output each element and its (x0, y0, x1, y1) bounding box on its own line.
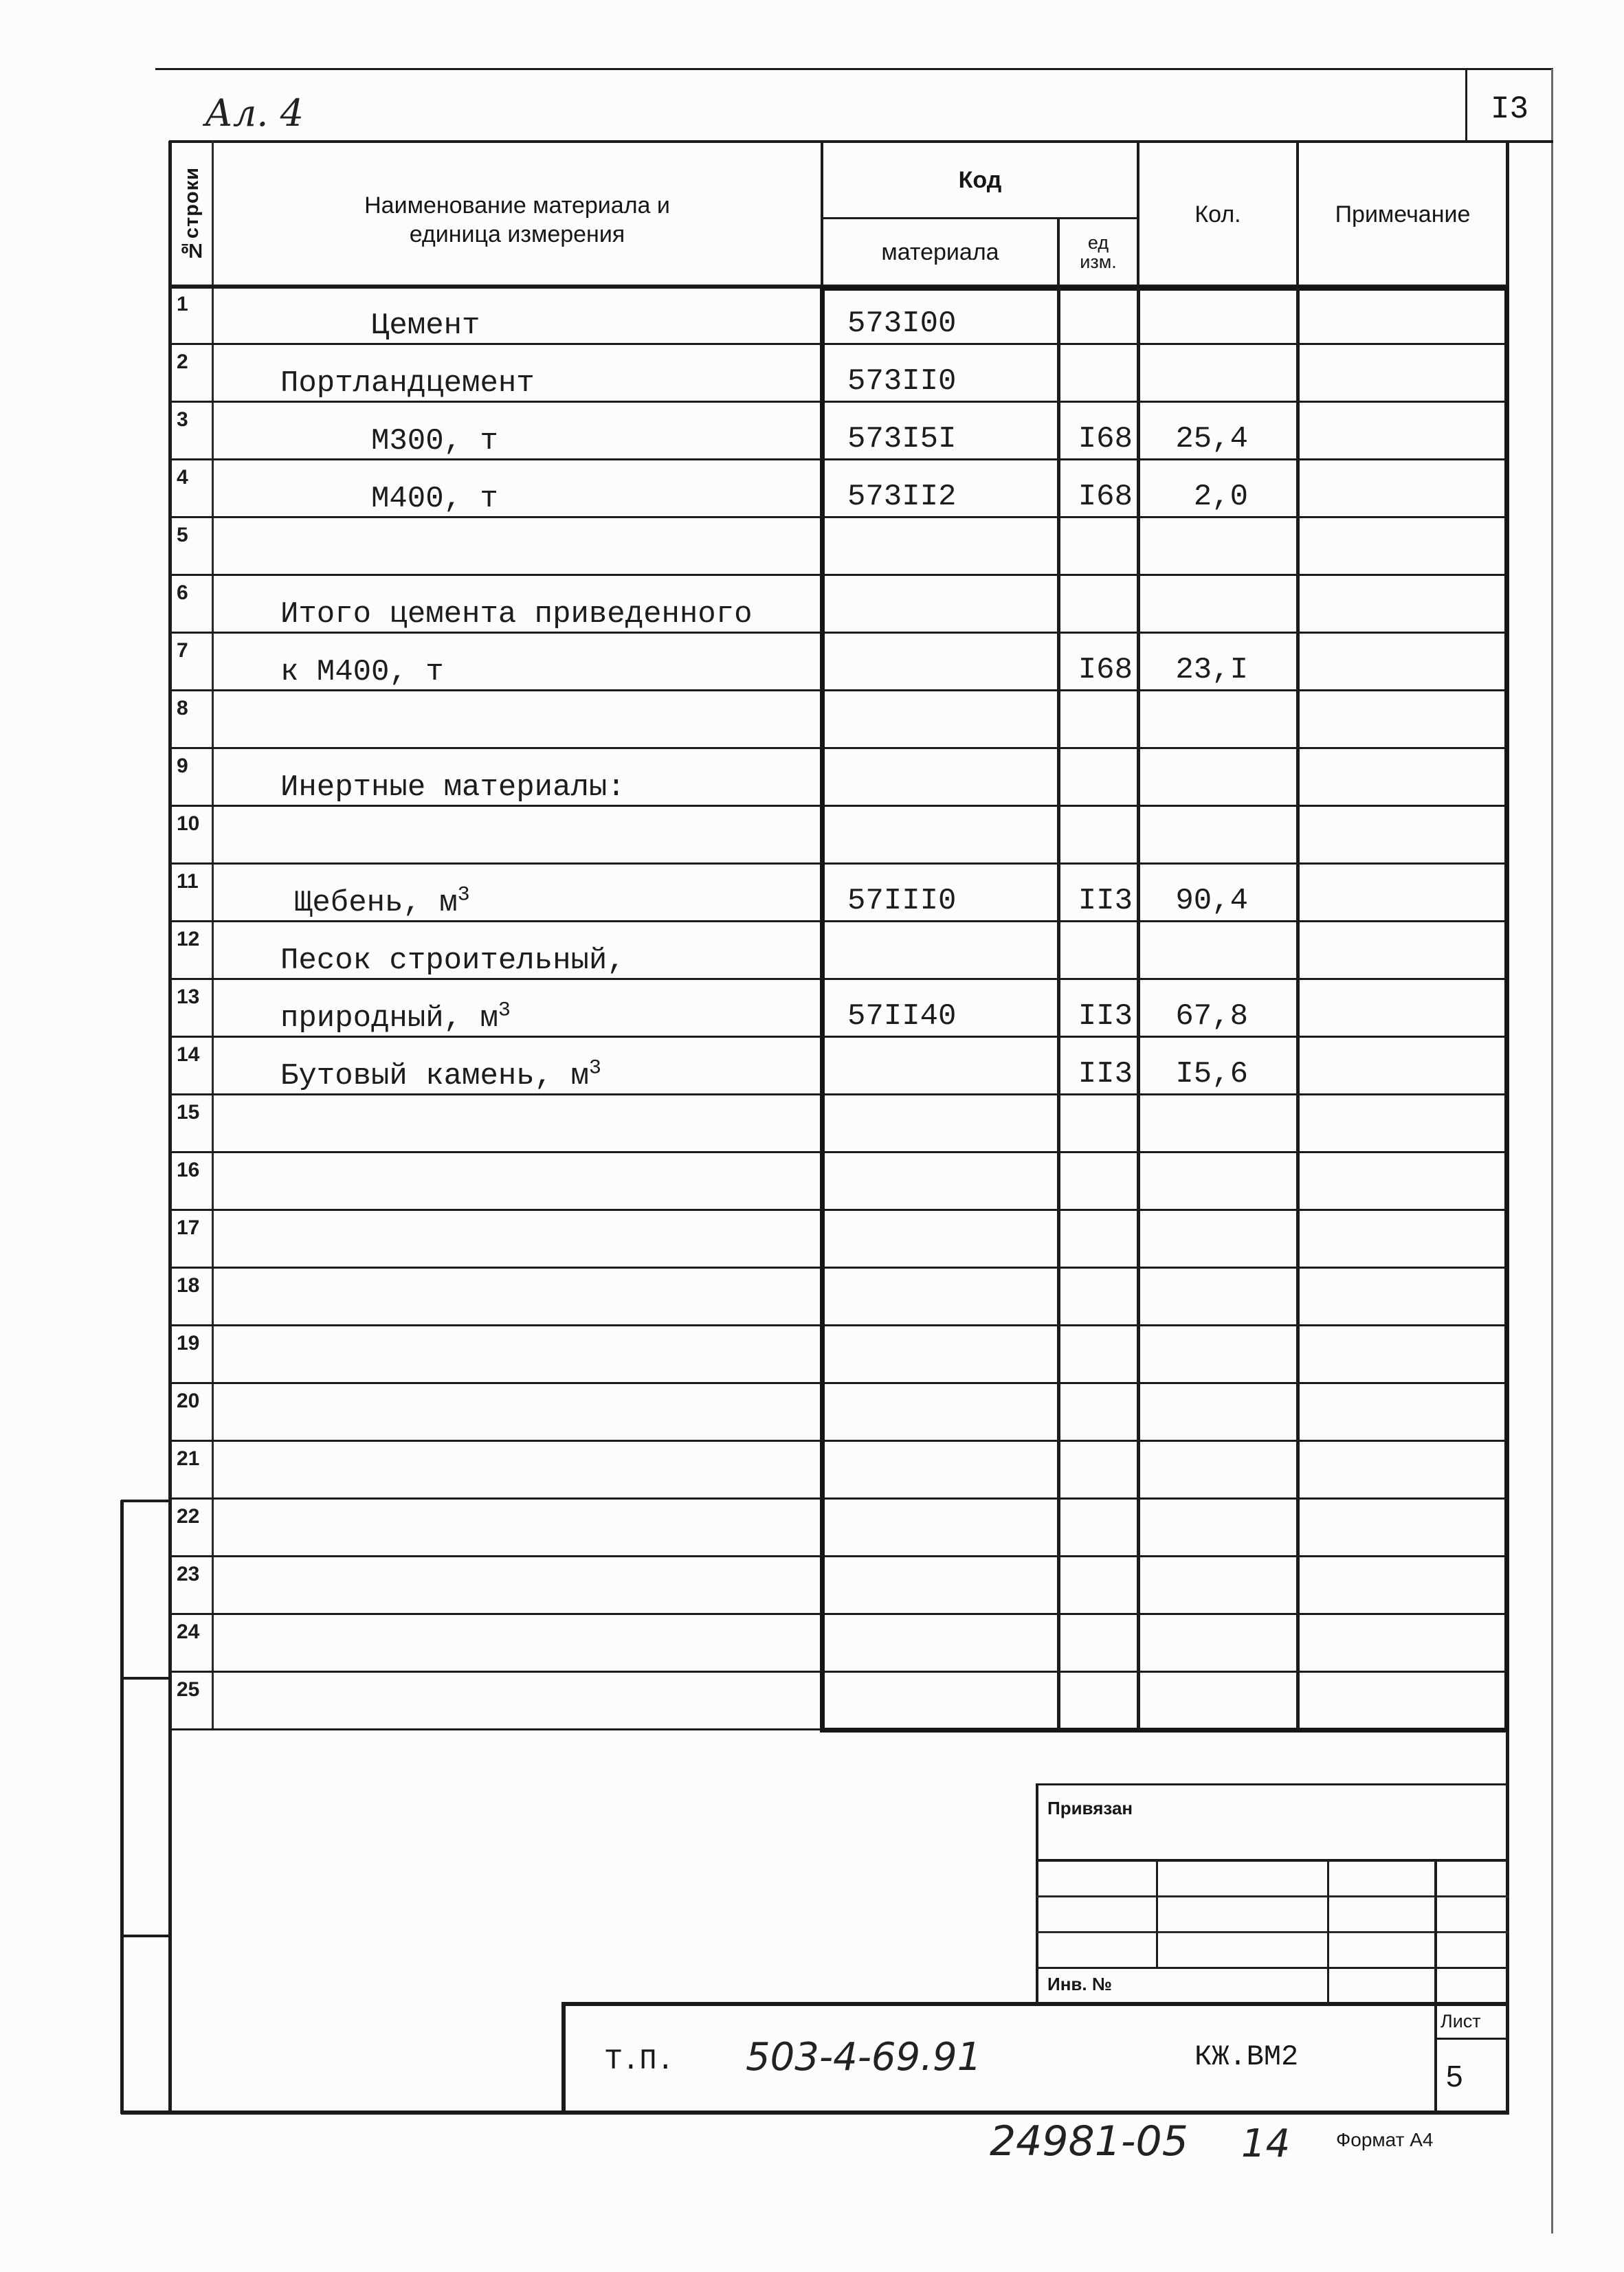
material-name-cell (212, 749, 822, 805)
stamp-top-line (561, 2002, 1509, 2006)
material-code: 573I5I (847, 422, 957, 456)
quantity: 23,I (1175, 653, 1248, 687)
row-number: 3 (177, 408, 188, 431)
row-number: 6 (177, 581, 188, 604)
binding-strip-divider-2 (121, 1935, 170, 1937)
row-number: 8 (177, 697, 188, 720)
row-number: 5 (177, 524, 188, 546)
material-name-cell (212, 1500, 822, 1555)
tied-grid-line-4 (1036, 1967, 1509, 1969)
material-name: Цемент (371, 309, 480, 343)
material-name: Щебень, м (294, 886, 458, 920)
material-name-cell (212, 403, 822, 458)
unit-superscript: 3 (588, 1056, 601, 1080)
header-code-material (823, 219, 1057, 285)
copy-number: 14 (1241, 2121, 1291, 2166)
material-name-cell (212, 1038, 822, 1093)
material-name-wrap (280, 1056, 601, 1093)
row-number: 13 (177, 985, 200, 1008)
row-number: 18 (177, 1274, 200, 1297)
material-name-cell (212, 1615, 822, 1671)
material-name: Бутовый камень, м (280, 1059, 589, 1093)
tied-grid-vertical-1 (1156, 1860, 1158, 1968)
header-material-name-line2: единица измерения (409, 221, 625, 247)
material-name-cell (212, 1326, 822, 1382)
unit-code: I68 (1078, 422, 1133, 456)
header-code-unit-line2: изм. (1080, 252, 1117, 272)
material-name-cell (212, 691, 822, 747)
tied-box-left-line (1036, 1783, 1038, 2005)
handwritten-sheet-note: Ал. 4 (205, 91, 304, 135)
row-number: 15 (177, 1101, 200, 1124)
standard-design-label: Т.П. (605, 2045, 674, 2078)
top-frame-line (155, 68, 1553, 70)
header-row-number (172, 143, 212, 286)
material-name: М400, т (371, 482, 498, 516)
unit-superscript: 3 (498, 999, 511, 1023)
header-material-name (214, 153, 821, 287)
material-name-cell (212, 460, 822, 516)
material-name-cell (212, 576, 822, 632)
row-number: 17 (177, 1216, 200, 1239)
row-number: 19 (177, 1332, 200, 1355)
unit-code: I68 (1078, 480, 1133, 514)
quantity: 67,8 (1175, 999, 1248, 1034)
material-name: природный, м (280, 1001, 498, 1036)
material-name-cell (212, 1211, 822, 1267)
material-name-wrap (371, 311, 480, 341)
unit-code: I68 (1078, 653, 1133, 687)
material-name-cell (212, 1153, 822, 1209)
material-name-cell (212, 922, 822, 978)
row-number: 25 (177, 1678, 200, 1701)
unit-code: II3 (1078, 884, 1133, 918)
row-number: 10 (177, 812, 200, 835)
material-name-wrap (294, 883, 470, 920)
row-number: 14 (177, 1043, 200, 1066)
bottom-frame-line (121, 2110, 1509, 2115)
archive-number: 24981-05 (990, 2117, 1188, 2165)
material-name-cell (212, 1442, 822, 1497)
tied-box-top-line (1036, 1783, 1509, 1785)
material-code: 573II2 (847, 480, 957, 514)
row-number: 9 (177, 755, 188, 777)
row-number: 1 (177, 293, 188, 315)
material-code: 573II0 (847, 364, 957, 399)
unit-code: II3 (1078, 999, 1133, 1034)
material-name-wrap (280, 772, 625, 803)
tied-grid-vertical-3 (1434, 1860, 1437, 2114)
material-name-wrap (280, 599, 753, 630)
header-quantity-text: Кол. (1194, 201, 1241, 227)
row-number: 23 (177, 1563, 200, 1585)
qty-column-line (1137, 287, 1140, 1730)
row-number: 20 (177, 1390, 200, 1412)
note-column-line (1296, 287, 1300, 1730)
material-name: Песок строительный, (280, 944, 625, 978)
tied-label: Привязан (1047, 1798, 1133, 1818)
quantity: I5,6 (1175, 1057, 1248, 1091)
material-name-wrap (280, 999, 511, 1036)
material-name-wrap (371, 484, 498, 514)
material-name-cell (212, 1095, 822, 1151)
binding-strip-divider-1 (121, 1677, 170, 1680)
row-number: 16 (177, 1159, 200, 1181)
material-name-cell (212, 980, 822, 1036)
stamp-left-line (561, 2002, 566, 2114)
quantity: 25,4 (1175, 422, 1248, 456)
header-quantity (1139, 143, 1296, 286)
material-name-cell (212, 287, 822, 343)
material-name-wrap (280, 946, 625, 976)
row-number: 21 (177, 1447, 200, 1470)
row-number: 2 (177, 350, 188, 373)
material-name: Итого цемента приведенного (280, 597, 753, 632)
material-name-cell (212, 634, 822, 689)
paper-format: Формат А4 (1336, 2129, 1434, 2150)
quantity: 2,0 (1193, 480, 1248, 514)
material-name-cell (212, 1384, 822, 1440)
material-name-cell (212, 345, 822, 401)
tied-grid-vertical-2 (1327, 1860, 1329, 2005)
tied-grid-line-3 (1036, 1931, 1509, 1933)
material-name-cell (212, 1673, 822, 1728)
row-number: 12 (177, 928, 200, 950)
project-number: 503-4-69.91 (746, 2035, 982, 2080)
page-number: I3 (1490, 91, 1529, 127)
binding-strip-top-line (121, 1500, 170, 1502)
material-code: 57II40 (847, 999, 957, 1034)
row-number: 7 (177, 639, 188, 662)
material-name-cell (212, 1557, 822, 1613)
inventory-number-label: Инв. № (1047, 1974, 1112, 1994)
right-page-edge-line (1551, 69, 1553, 2234)
row-number: 4 (177, 466, 188, 489)
material-name-cell (212, 807, 822, 862)
header-material-name-line1: Наименование материала и (364, 192, 670, 219)
material-code: 573I00 (847, 307, 957, 341)
header-code-text: Код (958, 166, 1002, 193)
page-number-box-left-line (1465, 69, 1467, 142)
sheet-box-divider (1435, 2038, 1508, 2040)
material-name: Инертные материалы: (280, 770, 625, 805)
tied-grid-line-1 (1036, 1859, 1509, 1862)
material-name-wrap (280, 368, 535, 399)
row-number: 11 (177, 870, 199, 893)
unit-code: II3 (1078, 1057, 1133, 1091)
material-name: Портландцемент (280, 366, 535, 401)
sheet-label: Лист (1441, 2011, 1481, 2031)
quantity: 90,4 (1175, 884, 1248, 918)
sheet-number: 5 (1446, 2060, 1463, 2093)
header-code (823, 143, 1137, 217)
code-section-bold-frame (820, 286, 1509, 1733)
material-name-wrap (371, 426, 498, 456)
tied-grid-line-2 (1036, 1895, 1509, 1897)
unit-superscript: 3 (457, 883, 470, 907)
header-code-unit-line1: ед (1087, 232, 1109, 253)
material-name: к М400, т (280, 655, 444, 689)
material-name-cell (212, 518, 822, 574)
binding-strip-left-line (120, 1500, 124, 2114)
material-name: М300, т (371, 424, 498, 458)
material-name-cell (212, 1269, 822, 1324)
material-name-wrap (280, 657, 444, 687)
header-code-unit (1060, 219, 1137, 285)
material-name-cell (212, 865, 822, 920)
header-note-text: Примечание (1335, 201, 1471, 227)
header-code-material-text: материала (881, 238, 999, 265)
material-code: 57III0 (847, 884, 957, 918)
header-note (1299, 143, 1506, 286)
unit-column-line (1057, 287, 1060, 1730)
drawing-mark: КЖ.ВМ2 (1194, 2040, 1299, 2073)
row-number: 22 (177, 1505, 200, 1528)
header-row-number-text: №строки (180, 167, 203, 262)
row-number: 24 (177, 1621, 200, 1643)
